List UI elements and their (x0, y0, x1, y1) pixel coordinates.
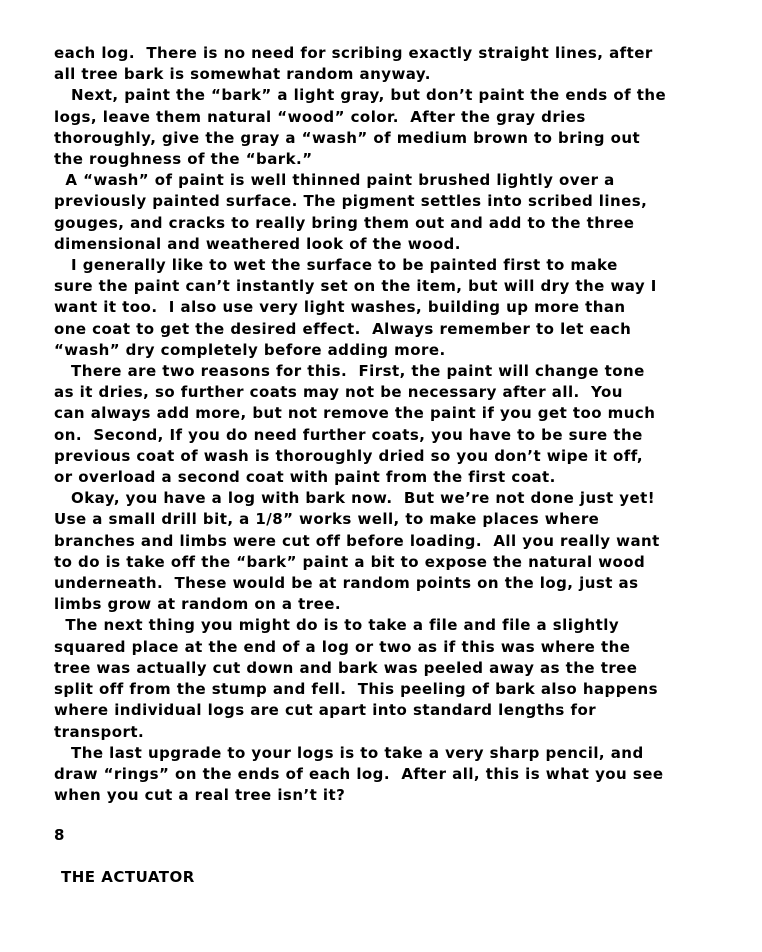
publication-footer: THE ACTUATOR (61, 868, 195, 886)
text-line: as it dries, so further coats may not be necessary after all. You (54, 383, 623, 402)
text-line: previously painted surface. The pigment settles into scribed lines, (54, 192, 648, 211)
text-line: The last upgrade to your logs is to take a very sharp pencil, and (54, 743, 644, 762)
text-line: previous coat of wash is thoroughly dried so you don’t wipe it off, (54, 446, 644, 465)
text-line: underneath. These would be at random points on the log, just as (54, 574, 639, 593)
text-line: The next thing you might do is to take a file and file a slightly (54, 616, 620, 635)
text-line: thoroughly, give the gray a “wash” of medium brown to bring out (54, 128, 641, 147)
text-line: “wash” dry completely before adding more. (54, 340, 446, 359)
text-line: Okay, you have a log with bark now. But we’re not done just yet! (54, 489, 656, 508)
text-line: to do is take off the “bark” paint a bit to expose the natural wood (54, 552, 646, 571)
body-text (54, 43, 704, 806)
text-line: one coat to get the desired effect. Always remember to let each (54, 319, 632, 338)
text-line: tree was actually cut down and bark was peeled away as the tree (54, 658, 638, 677)
text-line: when you cut a real tree isn’t it? (54, 786, 346, 805)
text-line: squared place at the end of a log or two as if this was where the (54, 637, 631, 656)
text-line: on. Second, If you do need further coats, you have to be sure the (54, 425, 643, 444)
text-line: I generally like to wet the surface to be painted first to make (54, 256, 618, 275)
text-line: draw “rings” on the ends of each log. After all, this is what you see (54, 764, 664, 783)
text-line: logs, leave them natural “wood” color. After the gray dries (54, 107, 586, 126)
text-line: A “wash” of paint is well thinned paint brushed lightly over a (54, 171, 615, 190)
text-line: can always add more, but not remove the paint if you get too much (54, 404, 656, 423)
text-line: split off from the stump and fell. This peeling of bark also happens (54, 680, 659, 699)
text-line: or overload a second coat with paint from the first coat. (54, 468, 556, 487)
text-line: all tree bark is somewhat random anyway. (54, 65, 431, 84)
page-number: 8 (54, 826, 65, 844)
text-line: There are two reasons for this. First, the paint will change tone (54, 362, 645, 381)
text-line: transport. (54, 722, 145, 741)
text-line: branches and limbs were cut off before loading. All you really want (54, 531, 660, 550)
text-line: dimensional and weathered look of the wood. (54, 234, 461, 253)
text-line: each log. There is no need for scribing exactly straight lines, after (54, 44, 653, 62)
text-line: the roughness of the “bark.” (54, 150, 313, 169)
text-line: Next, paint the “bark” a light gray, but don’t paint the ends of the (54, 86, 667, 105)
text-line: limbs grow at random on a tree. (54, 595, 342, 614)
text-line: where individual logs are cut apart into standard lengths for (54, 701, 597, 720)
text-line: sure the paint can’t instantly set on the item, but will dry the way I (54, 277, 657, 296)
text-line: gouges, and cracks to really bring them out and add to the three (54, 213, 635, 232)
text-line: want it too. I also use very light washes, building up more than (54, 298, 626, 317)
text-line: Use a small drill bit, a 1/8” works well, to make places where (54, 510, 600, 529)
